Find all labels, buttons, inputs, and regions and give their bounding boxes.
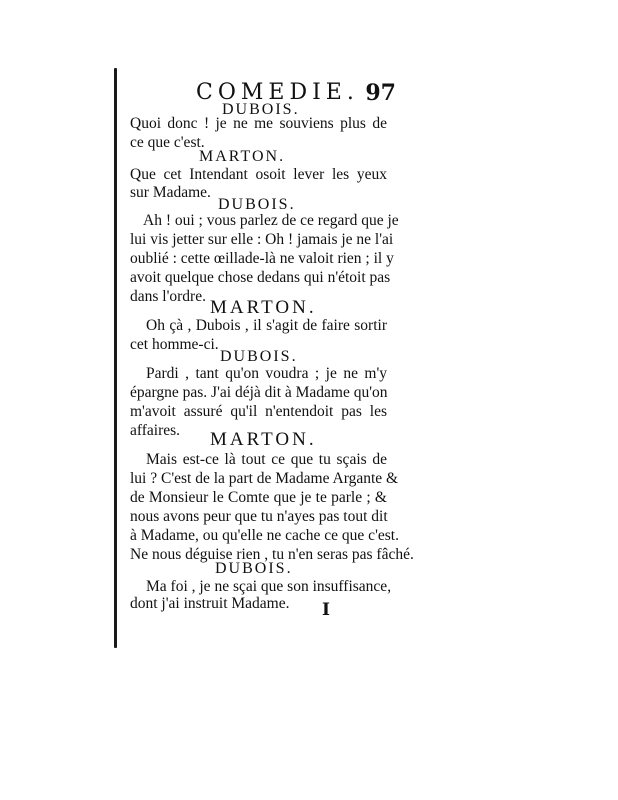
dialogue-line: avoit quelque chose dedans qui n'étoit pas (130, 269, 391, 286)
dialogue-line: affaires. (130, 422, 181, 439)
speaker-name: DUBOIS. (218, 196, 296, 213)
dialogue-line: à Madame, ou qu'elle ne cache ce que c'est. (130, 527, 399, 544)
dialogue-line: dans l'ordre. (130, 288, 206, 305)
speaker-name: MARTON. (210, 429, 317, 450)
dialogue-line: Ma foi , je ne sçai que son insuffisance, (146, 578, 392, 595)
dialogue-line: épargne pas. J'ai déjà dit à Madame qu'on (130, 384, 388, 401)
dialogue-line: Pardi , tant qu'on voudra ; je ne m'y (146, 365, 387, 382)
dialogue-line: Quoi donc ! je ne me souviens plus de (130, 115, 387, 132)
dialogue-line: Oh çà , Dubois , il s'agit de faire sortir (146, 317, 387, 334)
dialogue-line: Mais est-ce là tout ce que tu sçais de (146, 451, 387, 468)
dialogue-line: sur Madame. (130, 184, 211, 201)
page-number: 97 (365, 80, 396, 106)
dialogue-line: Ah ! oui ; vous parlez de ce regard que je (143, 212, 399, 229)
dialogue-line: lui vis jetter sur elle : Oh ! jamais je ne l'ai (130, 231, 394, 248)
speaker-name: DUBOIS. (222, 101, 300, 118)
dialogue-line: oublié : cette œillade-là ne valoit rien ; il y (130, 250, 394, 267)
dialogue-line: m'avoit assuré qu'il n'entendoit pas les (130, 403, 387, 420)
dialogue-line: lui ? C'est de la part de Madame Argante & (130, 470, 399, 487)
speaker-name: DUBOIS. (220, 348, 298, 365)
dialogue-line: Ne nous déguise rien , tu n'en seras pas fâché. (130, 546, 414, 563)
dialogue-line: Que cet Intendant osoit lever les yeux (130, 166, 387, 183)
dialogue-line: ce que c'est. (130, 134, 205, 151)
dialogue-line: cet homme-ci. (130, 336, 219, 353)
dialogue-line: dont j'ai instruit Madame. (130, 595, 290, 612)
speaker-name: DUBOIS. (215, 560, 293, 577)
running-title: COMEDIE. (196, 80, 359, 105)
dialogue-line: nous avons peur que tu n'ayes pas tout dit (130, 508, 388, 525)
dialogue-line: de Monsieur le Comte que je te parle ; & (130, 489, 387, 506)
speaker-name: MARTON. (199, 148, 286, 165)
speaker-name: MARTON. (210, 297, 317, 318)
page-spine-edge (114, 68, 117, 648)
signature-mark: I (322, 600, 330, 620)
